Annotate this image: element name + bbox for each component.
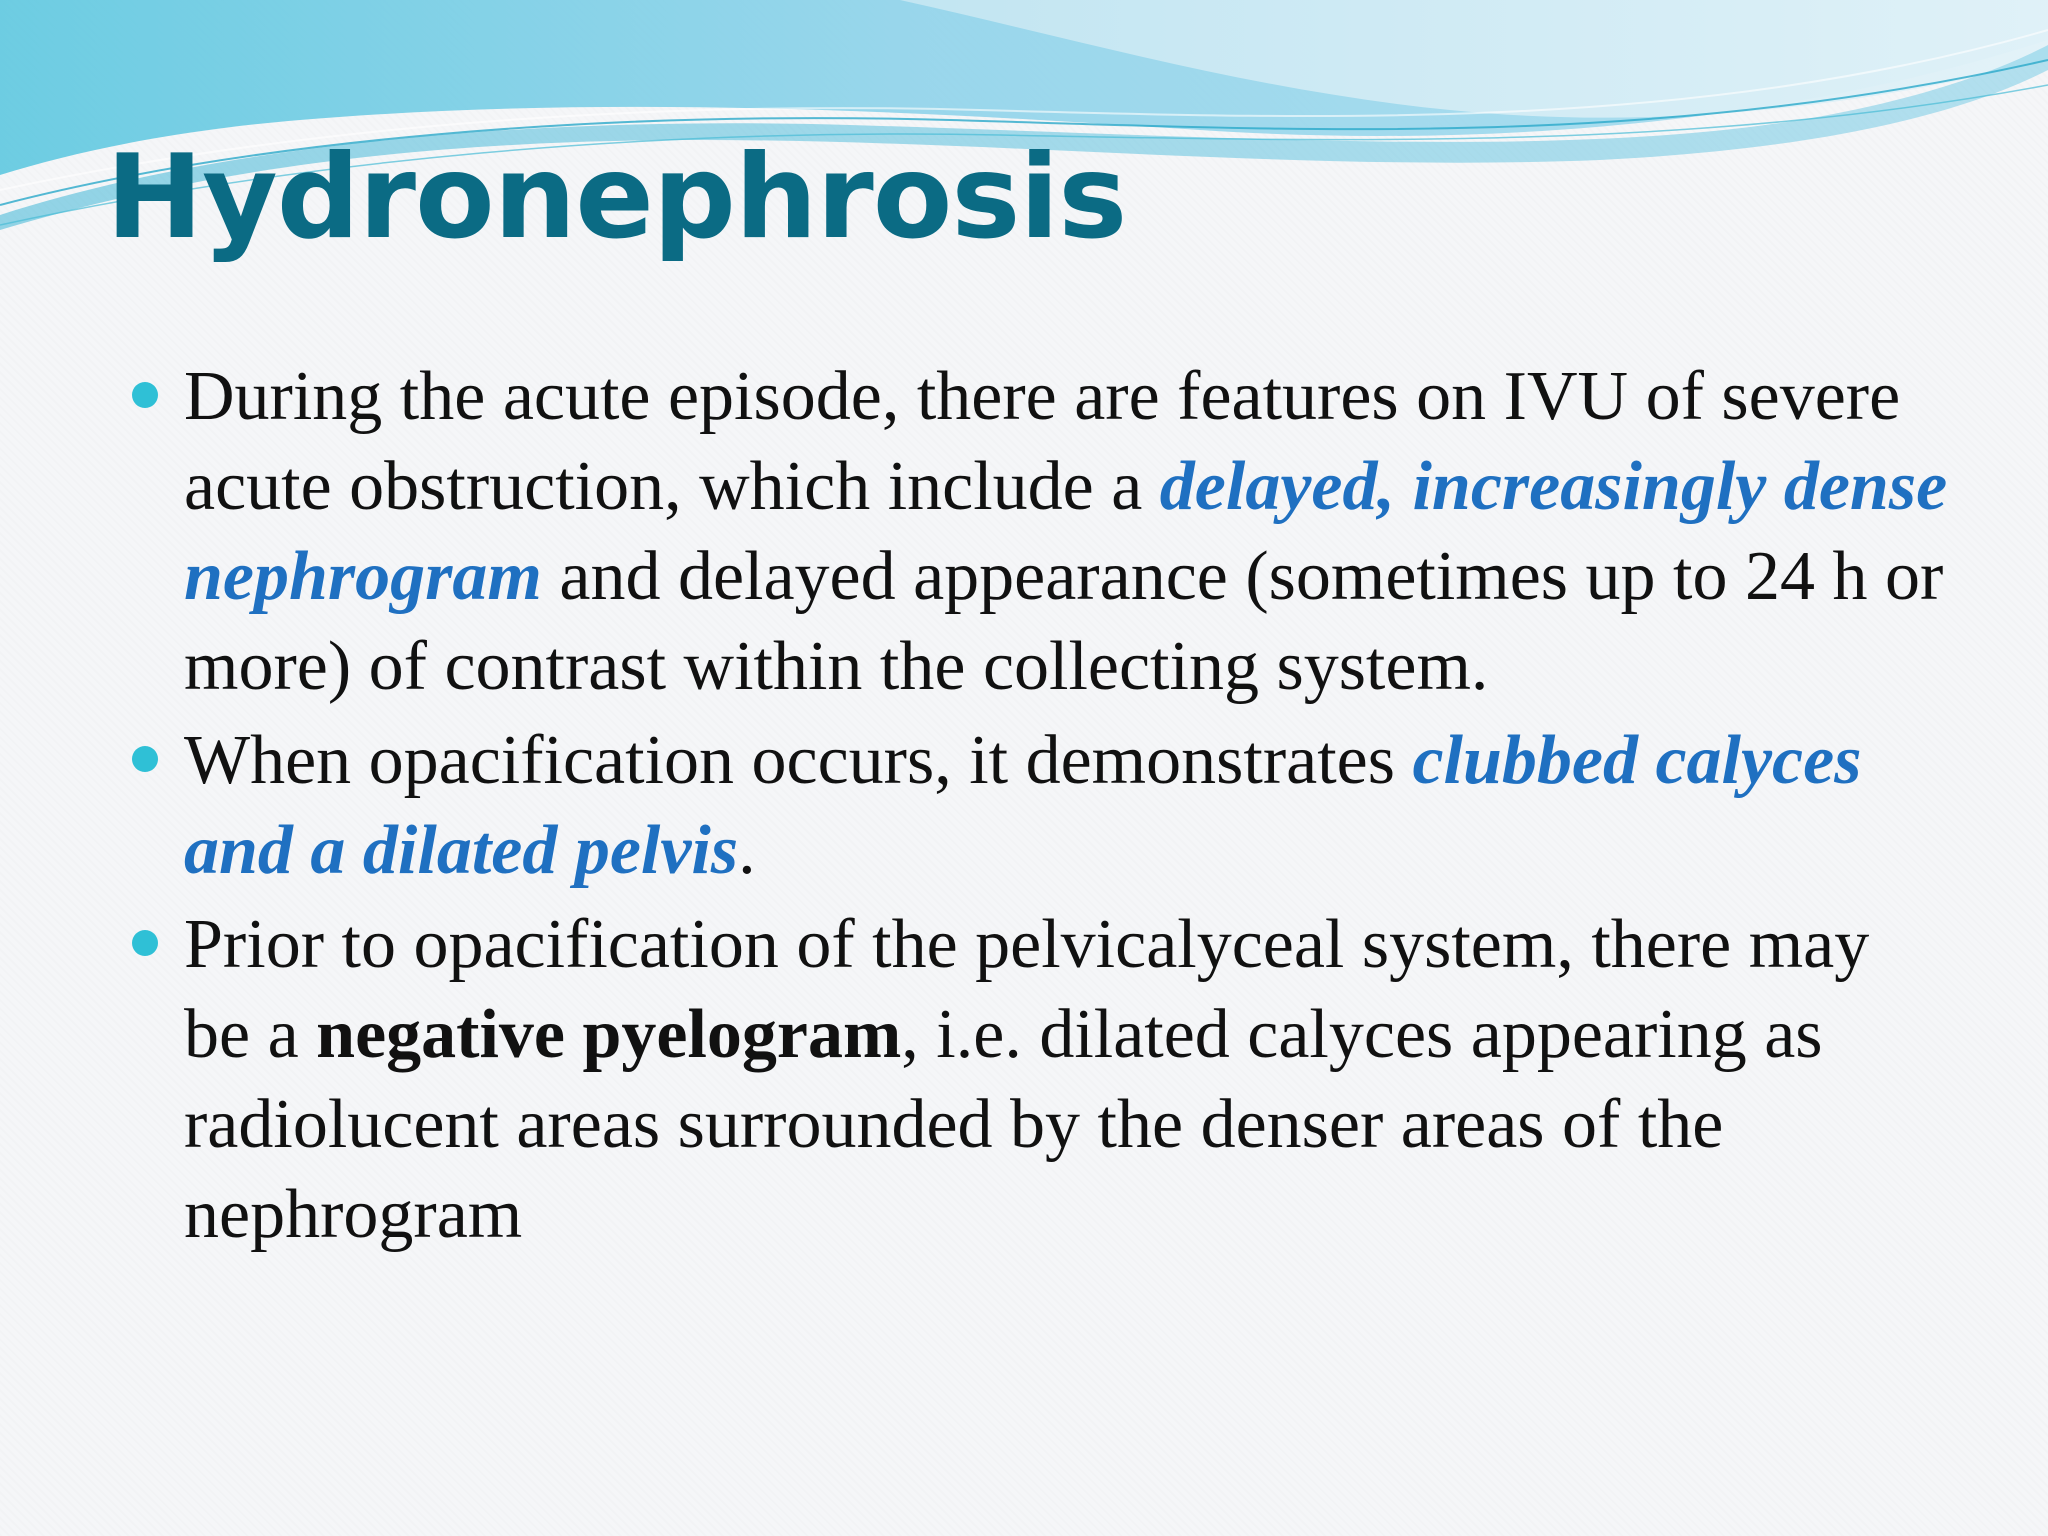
slide-title: Hydronephrosis: [106, 130, 1127, 265]
bullet-item-negative-pyelogram: [132, 900, 1952, 1260]
bullet-text-2-end: .: [738, 812, 756, 889]
bullet-text-3: Prior to opacification of the pelvicalyceal system, there may be a: [184, 906, 1870, 1073]
bullet-text-1: During the acute episode, there are features on IVU of severe acute obstruction, which include a: [184, 358, 1901, 525]
bullet-text-1-end: and delayed appearance (sometimes up to 24 h or more) of contrast within the collecting system.: [184, 538, 1944, 705]
bullet-bold-negative-pyelogram: negative pyelogram: [316, 996, 902, 1073]
bullet-text-3-end: , i.e. dilated calyces appearing as radiolucent areas surrounded by the denser areas of the nephrogram: [184, 996, 1823, 1253]
bullet-marker: [132, 746, 158, 772]
bullet-list: [132, 352, 1952, 1264]
bullet-item-acute-episode: [132, 352, 1952, 712]
bullet-marker: [132, 930, 158, 956]
bullet-highlight-clubbed-calyces: clubbed calyces and a dilated pelvis: [184, 722, 1862, 889]
bullet-marker: [132, 382, 158, 408]
bullet-item-opacification: [132, 716, 1952, 896]
bullet-text-2: When opacification occurs, it demonstrates: [184, 722, 1413, 799]
bullet-highlight-delayed-nephrogram: delayed, increasingly dense nephrogram: [184, 448, 1948, 615]
